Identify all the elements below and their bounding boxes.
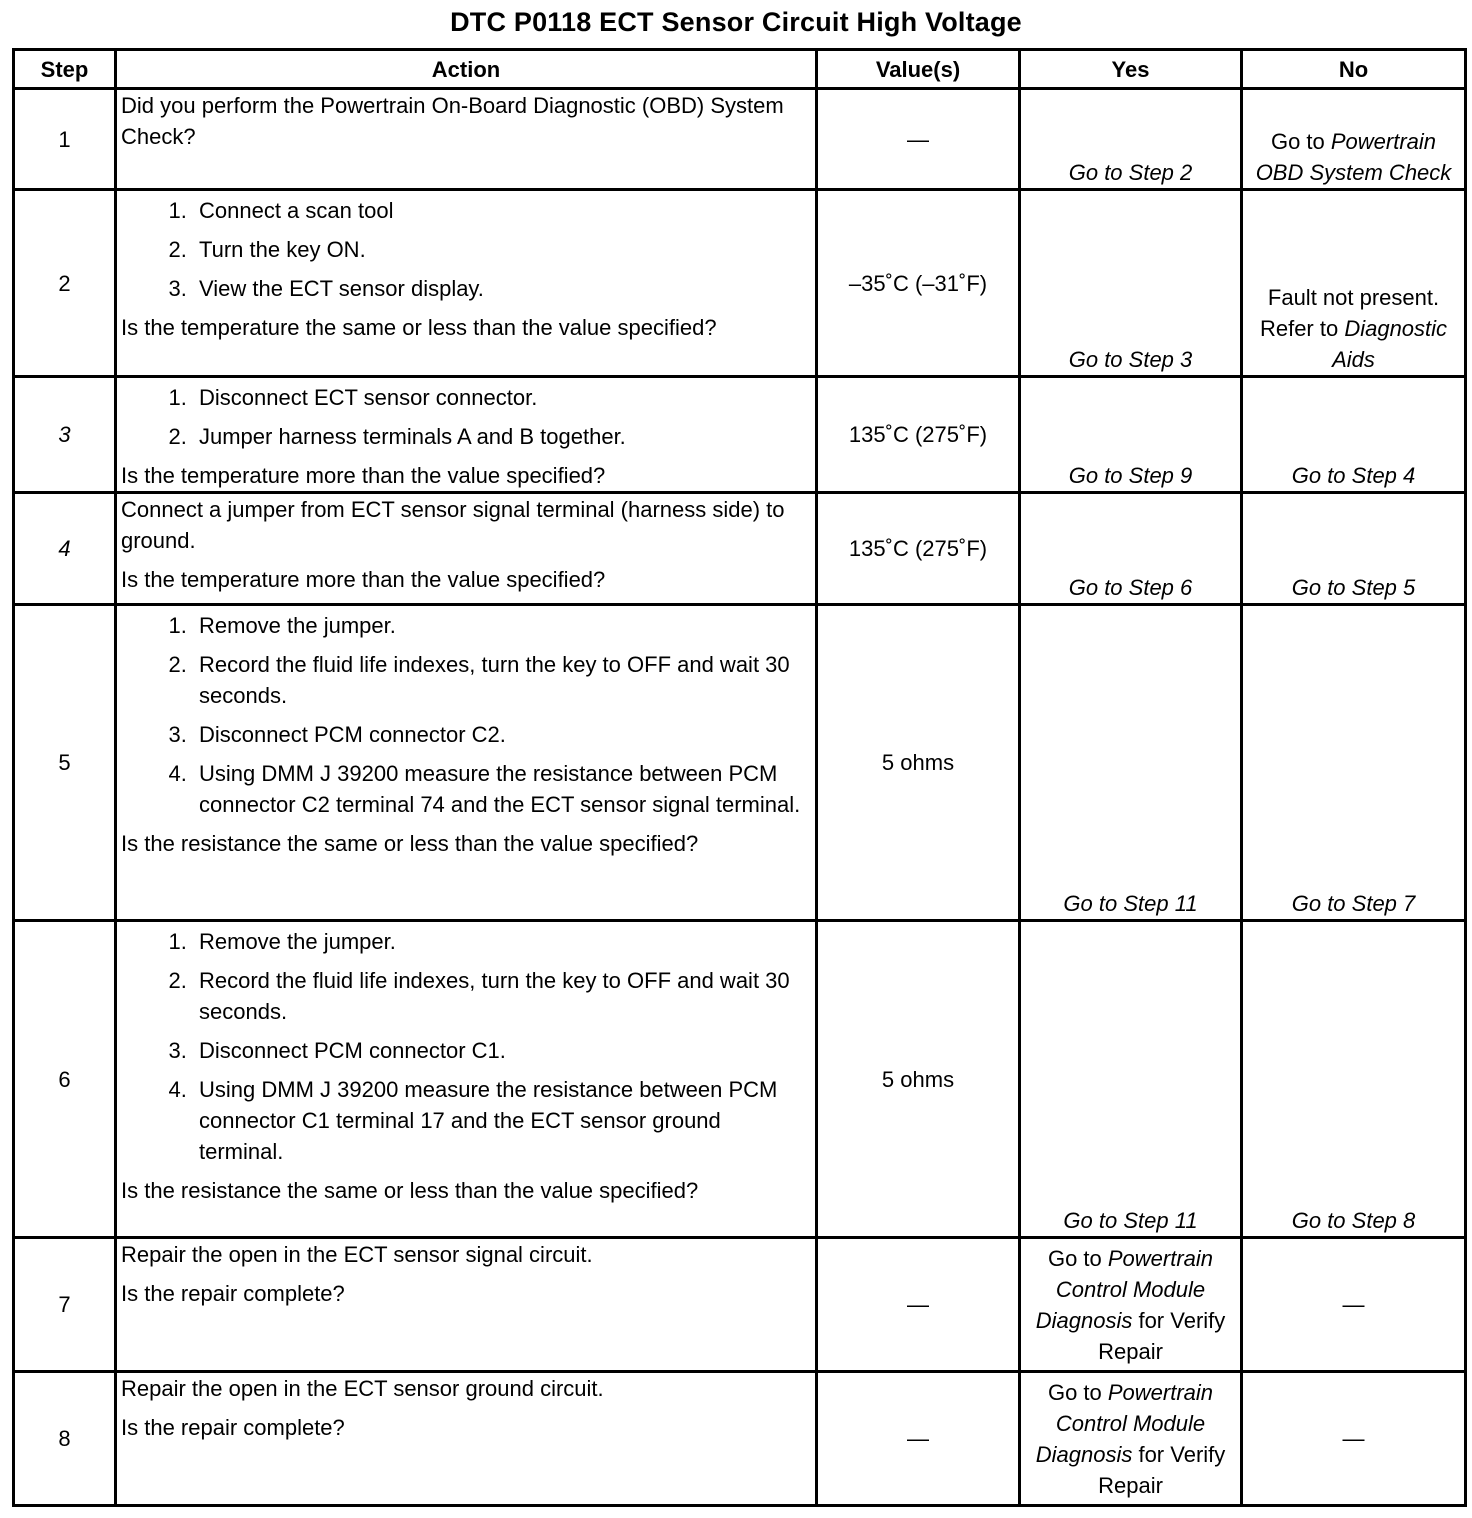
header-step: Step xyxy=(14,50,116,89)
value-cell: 5 ohms xyxy=(817,921,1020,1238)
no-pre-text: — xyxy=(1342,1426,1365,1451)
yes-em-text: Powertrain Control Module Diagnosis xyxy=(1035,1245,1214,1333)
action-question: Is the repair complete? xyxy=(121,1281,345,1306)
action-cell xyxy=(116,1238,817,1372)
table-row xyxy=(14,921,1466,1238)
step-number: 7 xyxy=(14,1238,116,1372)
step-number: 6 xyxy=(14,921,116,1238)
action-question: Is the temperature the same or less than the value specified? xyxy=(121,315,717,340)
yes-em-text: Go to Step 6 xyxy=(1068,575,1193,600)
action-steps xyxy=(121,195,811,304)
no-pre-text: Fault not present. Refer to xyxy=(1259,285,1440,341)
yes-cell xyxy=(1020,377,1242,493)
no-cell xyxy=(1242,493,1466,605)
no-em-text: Go to Step 7 xyxy=(1291,891,1416,916)
yes-cell xyxy=(1020,493,1242,605)
value-cell: 5 ohms xyxy=(817,605,1020,921)
header-yes: Yes xyxy=(1020,50,1242,89)
no-cell xyxy=(1242,605,1466,921)
no-cell xyxy=(1242,377,1466,493)
action-steps xyxy=(121,610,811,820)
yes-cell xyxy=(1020,921,1242,1238)
no-em-text: Go to Step 5 xyxy=(1291,575,1416,600)
no-em-text: Diagnostic Aids xyxy=(1332,316,1448,372)
table-row xyxy=(14,1238,1466,1372)
action-text: Repair the open in the ECT sensor ground circuit. xyxy=(121,1376,604,1401)
table-row xyxy=(14,493,1466,605)
action-step-item: 4. Using DMM J 39200 measure the resistance between PCM connector C1 terminal 17 and the ECT sensor ground terminal. xyxy=(193,1074,811,1167)
step-number: 4 xyxy=(14,493,116,605)
value-cell: 135˚C (275˚F) xyxy=(817,377,1020,493)
no-em-text: Go to Step 4 xyxy=(1291,463,1416,488)
no-cell xyxy=(1242,1372,1466,1506)
yes-post-text: for Verify Repair xyxy=(1098,1307,1226,1364)
yes-em-text: Go to Step 11 xyxy=(1063,1208,1198,1233)
action-cell xyxy=(116,1372,817,1506)
action-cell xyxy=(116,493,817,605)
yes-pre-text: Go to xyxy=(1047,1245,1108,1271)
yes-cell xyxy=(1020,1238,1242,1372)
no-pre-text: — xyxy=(1342,1292,1365,1317)
header-no: No xyxy=(1242,50,1466,89)
action-cell xyxy=(116,921,817,1238)
action-text: Connect a jumper from ECT sensor signal terminal (harness side) to ground. xyxy=(121,497,785,553)
no-em-text: Go to Step 8 xyxy=(1291,1208,1416,1233)
yes-pre-text: Go to xyxy=(1047,1379,1108,1405)
action-step-item: 1. Disconnect ECT sensor connector. xyxy=(193,382,811,413)
yes-post-text: for Verify Repair xyxy=(1098,1441,1226,1498)
action-step-item: 2. Record the fluid life indexes, turn the key to OFF and wait 30 seconds. xyxy=(193,649,811,711)
value-cell: 135˚C (275˚F) xyxy=(817,493,1020,605)
action-steps xyxy=(121,382,811,452)
action-cell xyxy=(116,605,817,921)
action-step-item: 2. Record the fluid life indexes, turn the key to OFF and wait 30 seconds. xyxy=(193,965,811,1027)
action-cell xyxy=(116,89,817,190)
yes-cell xyxy=(1020,1372,1242,1506)
value-cell: — xyxy=(817,89,1020,190)
value-cell: — xyxy=(817,1372,1020,1506)
yes-em-text: Go to Step 3 xyxy=(1068,347,1193,372)
step-number: 1 xyxy=(14,89,116,190)
action-step-item: 4. Using DMM J 39200 measure the resistance between PCM connector C2 terminal 74 and the ECT sensor signal terminal. xyxy=(193,758,811,820)
step-number: 5 xyxy=(14,605,116,921)
action-question: Is the resistance the same or less than the value specified? xyxy=(121,831,699,856)
no-pre-text: Go to xyxy=(1270,129,1331,154)
value-cell: –35˚C (–31˚F) xyxy=(817,190,1020,377)
action-question: Is the temperature more than the value specified? xyxy=(121,567,606,592)
step-number: 3 xyxy=(14,377,116,493)
yes-cell xyxy=(1020,89,1242,190)
action-cell xyxy=(116,190,817,377)
yes-em-text: Go to Step 11 xyxy=(1063,891,1198,916)
step-number: 8 xyxy=(14,1372,116,1506)
table-row xyxy=(14,190,1466,377)
action-question: Is the temperature more than the value specified? xyxy=(121,463,606,488)
action-text: Did you perform the Powertrain On-Board Diagnostic (OBD) System Check? xyxy=(121,93,784,149)
action-step-item: 3. Disconnect PCM connector C1. xyxy=(193,1035,811,1066)
action-step-item: 1. Connect a scan tool xyxy=(193,195,811,226)
action-step-item: 1. Remove the jumper. xyxy=(193,926,811,957)
header-value: Value(s) xyxy=(817,50,1020,89)
table-row xyxy=(14,377,1466,493)
yes-em-text: Powertrain Control Module Diagnosis xyxy=(1035,1379,1214,1467)
no-cell xyxy=(1242,921,1466,1238)
header-action: Action xyxy=(116,50,817,89)
action-question: Is the repair complete? xyxy=(121,1415,345,1440)
action-cell xyxy=(116,377,817,493)
yes-em-text: Go to Step 9 xyxy=(1068,463,1193,488)
value-cell: — xyxy=(817,1238,1020,1372)
step-number: 2 xyxy=(14,190,116,377)
no-cell xyxy=(1242,1238,1466,1372)
action-question: Is the resistance the same or less than the value specified? xyxy=(121,1178,699,1203)
yes-em-text: Go to Step 2 xyxy=(1068,160,1193,185)
no-cell xyxy=(1242,89,1466,190)
action-step-item: 3. View the ECT sensor display. xyxy=(193,273,811,304)
action-steps xyxy=(121,926,811,1167)
no-em-text: Powertrain OBD System Check xyxy=(1255,129,1452,185)
yes-cell xyxy=(1020,605,1242,921)
table-row xyxy=(14,605,1466,921)
action-step-item: 2. Turn the key ON. xyxy=(193,234,811,265)
action-text: Repair the open in the ECT sensor signal circuit. xyxy=(121,1242,593,1267)
page-title: DTC P0118 ECT Sensor Circuit High Voltage xyxy=(450,6,1022,37)
action-step-item: 3. Disconnect PCM connector C2. xyxy=(193,719,811,750)
no-cell xyxy=(1242,190,1466,377)
action-step-item: 2. Jumper harness terminals A and B together. xyxy=(193,421,811,452)
yes-cell xyxy=(1020,190,1242,377)
diagnostic-table xyxy=(12,48,1467,1507)
action-step-item: 1. Remove the jumper. xyxy=(193,610,811,641)
header-row xyxy=(14,50,1466,89)
table-row xyxy=(14,89,1466,190)
table-row xyxy=(14,1372,1466,1506)
